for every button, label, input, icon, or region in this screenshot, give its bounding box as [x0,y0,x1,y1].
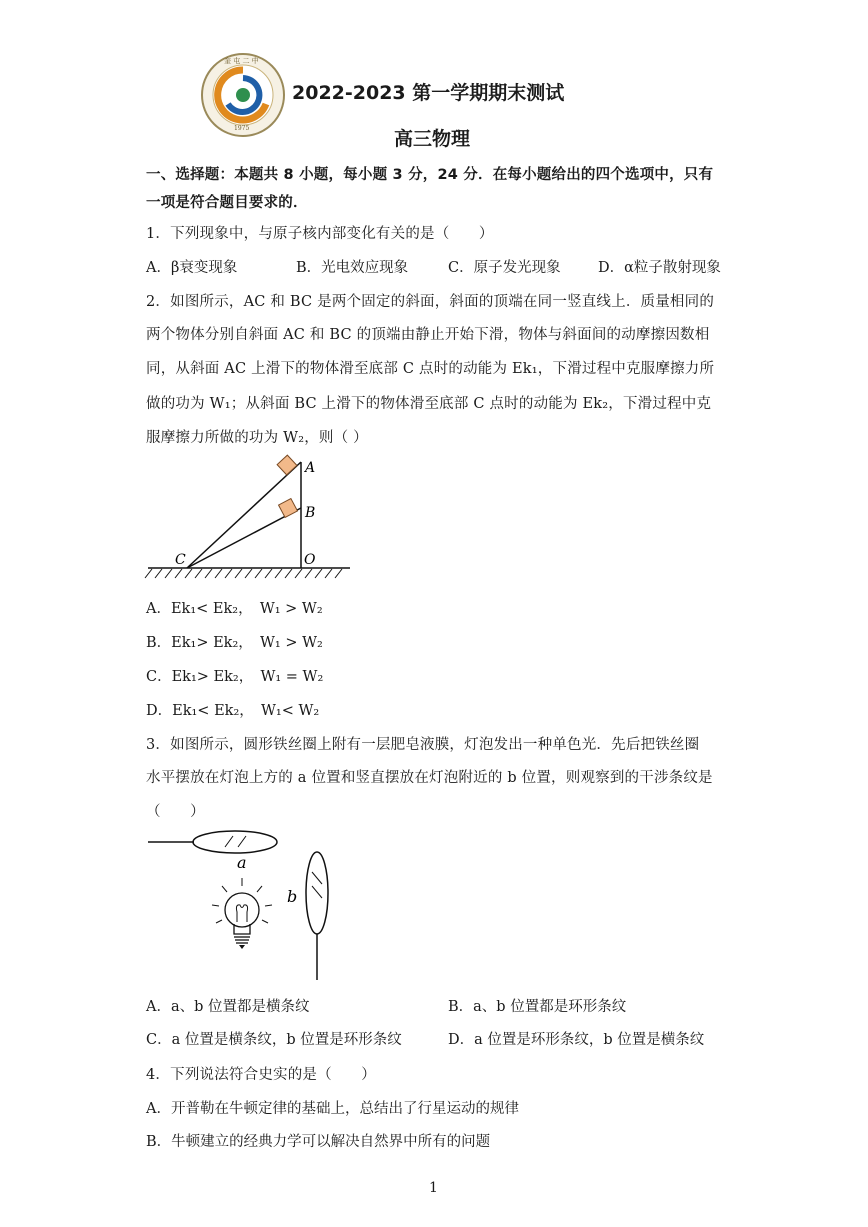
block-b [279,499,298,518]
page-subtitle: 高三物理 [394,128,471,150]
logo-year: 1975 [234,125,250,132]
q2-line-2: 两个物体分别自斜面 AC 和 BC 的顶端由静止开始下滑，物体与斜面间的动摩擦因数相 [146,327,710,343]
q3-line-3: （ ） [146,804,205,820]
incline-diagram [144,450,354,582]
q2-option-c: C．Ek₁> Ek₂， W₁ = W₂ [146,669,324,685]
q3-option-b: B．a、b 位置都是环形条纹 [448,999,627,1015]
label-b-position: b [287,887,298,906]
q3-option-c: C．a 位置是横条纹，b 位置是环形条纹 [146,1032,402,1048]
page-title: 2022-2023 第一学期期末测试 [292,82,565,104]
q3-line-2: 水平摆放在灯泡上方的 a 位置和竖直摆放在灯泡附近的 b 位置，则观察到的干涉条纹是 [146,770,713,786]
q3-option-a: A．a、b 位置都是横条纹 [146,999,310,1015]
q2-option-b: B．Ek₁> Ek₂， W₁ > W₂ [146,635,323,651]
label-a-position: a [237,853,247,872]
q4-option-b: B．牛顿建立的经典力学可以解决自然界中所有的问题 [146,1134,491,1150]
label-a: A [305,460,316,476]
soap-film-diagram [144,826,344,984]
q2-line-3: 同，从斜面 AC 上滑下的物体滑至底部 C 点时的动能为 Ek₁，下滑过程中克服摩擦力所 [146,361,715,377]
light-bulb-icon [212,878,272,949]
label-b: B [305,505,316,521]
q2-line-4: 做的功为 W₁；从斜面 BC 上滑下的物体滑至底部 C 点时的动能为 Ek₂，下滑过程中克 [146,396,712,412]
logo-text-top: 奎 屯 二 中 [224,57,259,65]
block-a [277,455,297,475]
q2-line-5: 服摩擦力所做的功为 W₂，则（ ） [146,430,368,446]
label-o: O [304,552,316,568]
q1-stem: 1．下列现象中，与原子核内部变化有关的是（ ） [146,226,494,242]
q1-option-b: B．光电效应现象 [296,260,409,276]
school-logo [200,52,286,138]
q4-option-a: A．开普勒在牛顿定律的基础上，总结出了行星运动的规律 [146,1101,519,1117]
ring-a [193,831,277,853]
q2-option-d: D．Ek₁< Ek₂， W₁< W₂ [146,703,320,719]
q1-option-a: A．β衰变现象 [146,260,238,276]
q2-option-a: A．Ek₁< Ek₂， W₁ > W₂ [146,601,323,617]
q1-option-c: C．原子发光现象 [448,260,561,276]
q1-option-d: D．α粒子散射现象 [598,260,721,276]
q3-line-1: 3．如图所示，圆形铁丝圈上附有一层肥皂液膜，灯泡发出一种单色光．先后把铁丝圈 [146,737,700,753]
ring-b [306,852,328,934]
section-heading-line1: 一、选择题：本题共 8 小题，每小题 3 分，24 分．在每小题给出的四个选项中，只有 [146,167,714,183]
q2-line-1: 2．如图所示，AC 和 BC 是两个固定的斜面，斜面的顶端在同一竖直线上．质量相同的 [146,294,715,310]
section-heading-line2: 一项是符合题目要求的． [146,195,308,211]
page-number: 1 [429,1180,438,1196]
label-c: C [175,552,186,568]
q4-stem: 4．下列说法符合史实的是（ ） [146,1067,376,1083]
q3-option-d: D．a 位置是环形条纹，b 位置是横条纹 [448,1032,705,1048]
